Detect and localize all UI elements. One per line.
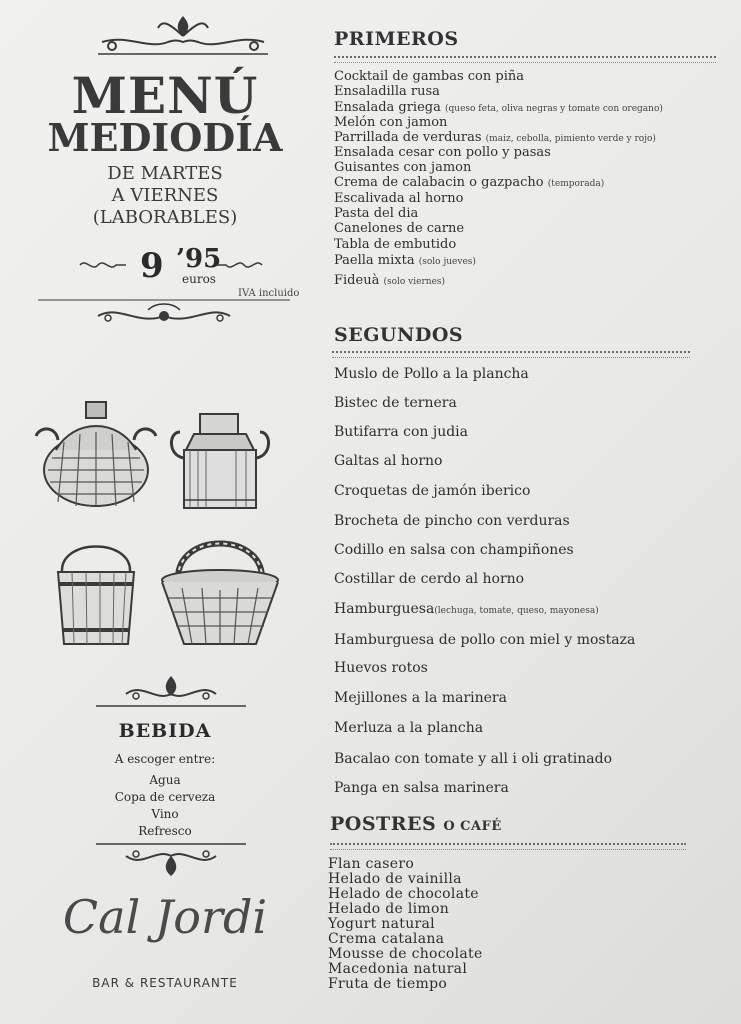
segundos-item: Huevos rotos xyxy=(334,660,428,676)
menu-title: MENÚ xyxy=(71,66,259,125)
primeros-item: Pasta del dia xyxy=(334,206,419,221)
primeros-item: Ensalada griega (queso feta, oliva negras y tomate con oregano) xyxy=(334,100,663,115)
segundos-item: Bacalao con tomate y all i oli gratinado xyxy=(334,751,613,767)
primeros-item: Ensaladilla rusa xyxy=(334,84,440,99)
primeros-item: Cocktail de gambas con piña xyxy=(334,69,524,84)
postres-item: Helado de chocolate xyxy=(328,886,479,902)
postres-title: POSTRES O CAFÉ xyxy=(330,813,502,835)
days-line-1: DE MARTES xyxy=(107,163,223,184)
segundos-item: Mejillones a la marinera xyxy=(334,690,507,706)
postres-item: Yogurt natural xyxy=(328,916,435,932)
swirl-left-icon xyxy=(78,258,128,272)
postres-item: Crema catalana xyxy=(328,931,445,947)
days-line-2: A VIERNES xyxy=(111,185,219,206)
price-integer: 9 xyxy=(140,246,164,286)
primeros-item: Guisantes con jamon xyxy=(334,160,472,175)
primeros-item: Parrillada de verduras (maiz, cebolla, pimiento verde y rojo) xyxy=(334,130,656,145)
segundos-item: Galtas al horno xyxy=(334,453,443,469)
price xyxy=(78,244,258,288)
bebida-list xyxy=(20,772,310,840)
segundos-item: Costillar de cerdo al horno xyxy=(334,571,525,587)
bebida-ornament-icon xyxy=(96,672,246,712)
wooden-bucket-icon xyxy=(50,532,142,650)
right-column xyxy=(328,0,728,1024)
iva-note: IVA incluido xyxy=(238,288,300,299)
postres-item: Helado de limon xyxy=(328,901,450,917)
primeros-item: Crema de calabacin o gazpacho (temporada) xyxy=(334,175,605,190)
primeros-title: PRIMEROS xyxy=(334,28,459,50)
bebida-subtitle: A escoger entre: xyxy=(114,752,216,766)
primeros-rule xyxy=(334,56,716,63)
left-column xyxy=(20,0,310,1024)
segundos-item: Hamburguesa(lechuga, tomate, queso, mayonesa) xyxy=(334,601,599,617)
menu-subtitle-mediodia: MEDIODÍA xyxy=(47,115,283,160)
postres-title-suffix: O CAFÉ xyxy=(443,819,502,834)
segundos-item: Panga en salsa marinera xyxy=(334,780,509,796)
segundos-item: Butifarra con judia xyxy=(334,424,468,440)
primeros-item: Escalivada al horno xyxy=(334,191,464,206)
price-currency: euros xyxy=(182,272,216,286)
restaurant-logo: Cal Jordi xyxy=(62,890,268,944)
primeros-item: Tabla de embutido xyxy=(334,237,457,252)
postres-item: Flan casero xyxy=(328,856,415,872)
primeros-item: Paella mixta (solo jueves) xyxy=(334,253,476,268)
primeros-item: Canelones de carne xyxy=(334,221,465,236)
bebida-title: BEBIDA xyxy=(118,720,212,742)
bebida-item: Copa de cerveza xyxy=(114,790,216,804)
primeros-item: Melón con jamon xyxy=(334,115,448,130)
wicker-demijohn-icon xyxy=(34,398,158,510)
primeros-item: Fideuà (solo viernes) xyxy=(334,273,446,288)
days-line-3: (LABORABLES) xyxy=(92,207,238,228)
postres-rule xyxy=(330,843,686,850)
segundos-item: Muslo de Pollo a la plancha xyxy=(334,366,529,382)
segundos-item: Brocheta de pincho con verduras xyxy=(334,513,570,529)
wicker-basket-icon xyxy=(158,538,282,650)
bottom-ornament-icon xyxy=(96,838,246,878)
divider-ornament-icon xyxy=(38,296,290,336)
flourish-ornament-icon xyxy=(98,14,268,60)
segundos-item: Merluza a la plancha xyxy=(334,720,484,736)
segundos-item: Bistec de ternera xyxy=(334,395,457,411)
postres-item: Fruta de tiempo xyxy=(328,976,448,992)
segundos-item: Croquetas de jamón iberico xyxy=(334,483,531,499)
bebida-item: Vino xyxy=(151,807,179,821)
restaurant-logo-subtitle: BAR & RESTAURANTE xyxy=(92,976,238,990)
milk-can-icon xyxy=(166,410,274,514)
bebida-item: Refresco xyxy=(138,824,192,838)
segundos-title: SEGUNDOS xyxy=(334,324,464,346)
swirl-right-icon xyxy=(214,258,264,272)
segundos-item: Hamburguesa de pollo con miel y mostaza xyxy=(334,632,636,648)
segundos-item: Codillo en salsa con champiñones xyxy=(334,542,574,558)
postres-item: Helado de vainilla xyxy=(328,871,462,887)
postres-item: Mousse de chocolate xyxy=(328,946,483,962)
postres-item: Macedonia natural xyxy=(328,961,468,977)
bebida-item: Agua xyxy=(149,773,181,787)
price-decimal: ’95 xyxy=(176,244,222,274)
primeros-item: Ensalada cesar con pollo y pasas xyxy=(334,145,551,160)
segundos-rule xyxy=(332,351,690,358)
